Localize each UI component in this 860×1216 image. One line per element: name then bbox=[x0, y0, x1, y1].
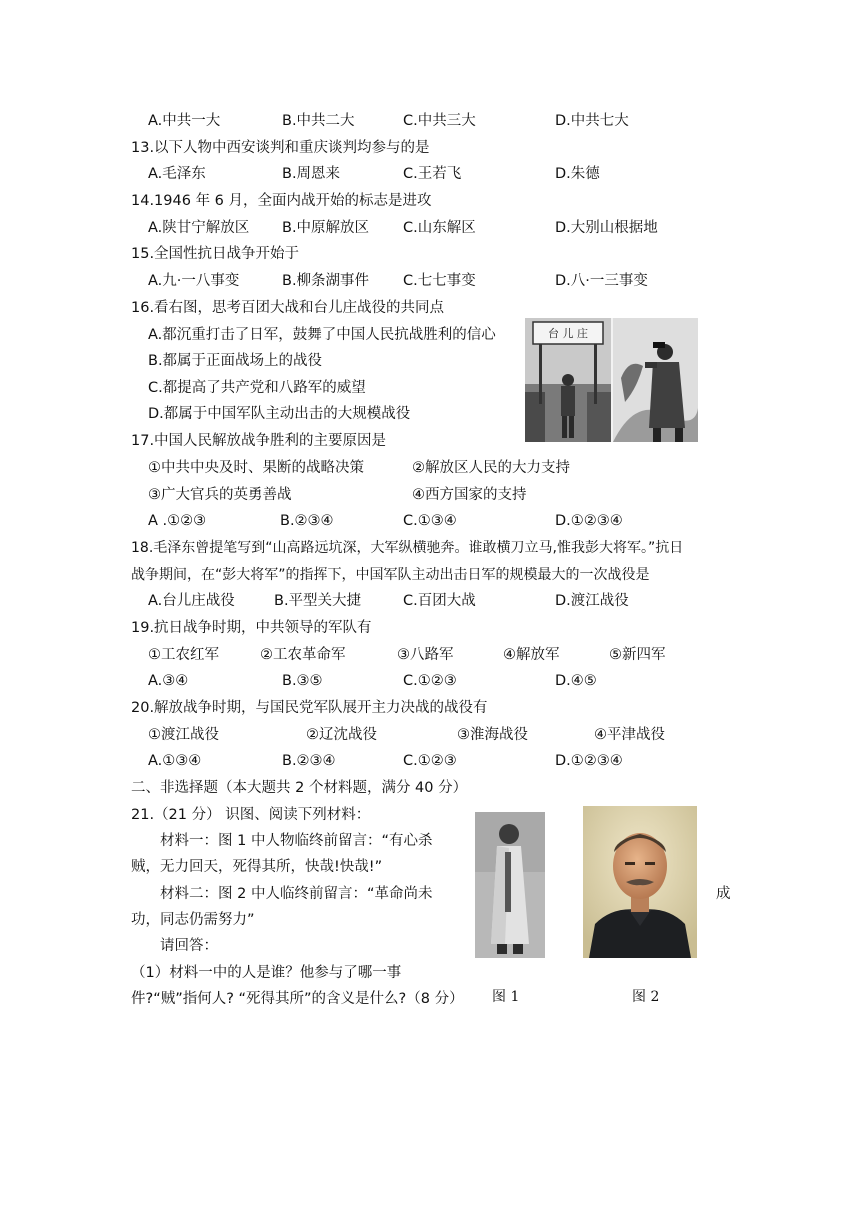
q14-stem: 14.1946 年 6 月，全面内战开始的标志是进攻 bbox=[131, 193, 432, 209]
q20-option-d: D.①②③④ bbox=[555, 753, 623, 769]
q16-option-b: B.都属于正面战场上的战役 bbox=[148, 353, 323, 369]
q17-item-4: ④西方国家的支持 bbox=[412, 487, 527, 503]
q13-option-c: C.王若飞 bbox=[403, 166, 462, 182]
q19-item-2: ②工农革命军 bbox=[260, 647, 346, 663]
q16-option-d: D.都属于中国军队主动出击的大规模战役 bbox=[148, 406, 411, 422]
q12-option-c: C.中共三大 bbox=[403, 113, 476, 129]
q21-material2-line2: 功，同志仍需努力” bbox=[131, 912, 255, 928]
q20-option-c: C.①②③ bbox=[403, 753, 457, 769]
q17-option-a: A .①②③ bbox=[148, 513, 207, 529]
q19-item-4: ④解放军 bbox=[503, 647, 560, 663]
q20-item-4: ④平津战役 bbox=[594, 727, 665, 743]
q18-stem-line2: 战争期间，在“彭大将军”的指挥下，中国军队主动出击日军的规模最大的一次战役是 bbox=[131, 567, 650, 583]
q15-option-d: D.八·一三事变 bbox=[555, 273, 648, 289]
taierzhuang-sign-text: 台 儿 庄 bbox=[548, 327, 588, 340]
q17-option-c: C.①③④ bbox=[403, 513, 457, 529]
q18-option-b: B.平型关大捷 bbox=[274, 593, 362, 609]
q14-option-d: D.大别山根据地 bbox=[555, 220, 658, 236]
q21-sub1-line2: 件?“贼”指何人? “死得其所”的含义是什么?（8 分） bbox=[131, 991, 464, 1007]
q21-ask: 请回答： bbox=[160, 938, 218, 954]
q19-item-1: ①工农红军 bbox=[148, 647, 219, 663]
q21-material1-line1: 材料一：图 1 中人物临终前留言：“有心杀 bbox=[160, 833, 433, 849]
q13-option-d: D.朱德 bbox=[555, 166, 600, 182]
q17-item-2: ②解放区人民的大力支持 bbox=[412, 460, 570, 476]
q16-option-a: A.都沉重打击了日军，鼓舞了中国人民抗战胜利的信心 bbox=[148, 327, 496, 343]
q20-stem: 20.解放战争时期，与国民党军队展开主力决战的战役有 bbox=[131, 700, 488, 716]
q15-option-a: A.九·一八事变 bbox=[148, 273, 240, 289]
q17-stem: 17.中国人民解放战争胜利的主要原因是 bbox=[131, 433, 387, 449]
q12-option-b: B.中共二大 bbox=[282, 113, 355, 129]
figure-1-caption: 图 1 bbox=[492, 989, 520, 1005]
q20-option-b: B.②③④ bbox=[282, 753, 336, 769]
q13-option-b: B.周恩来 bbox=[282, 166, 341, 182]
q21-material1-line2: 贼，无力回天，死得其所，快哉!快哉!” bbox=[131, 859, 383, 875]
q19-item-3: ③八路军 bbox=[397, 647, 454, 663]
q21-material2-tail: 成 bbox=[716, 886, 731, 902]
q16-battle-photo bbox=[525, 318, 698, 442]
q20-item-3: ③淮海战役 bbox=[457, 727, 528, 743]
figure-1-photo bbox=[475, 812, 545, 958]
figure-2-photo bbox=[583, 806, 697, 958]
q15-option-c: C.七七事变 bbox=[403, 273, 476, 289]
q12-option-d: D.中共七大 bbox=[555, 113, 629, 129]
q14-option-c: C.山东解区 bbox=[403, 220, 476, 236]
q16-option-c: C.都提高了共产党和八路军的威望 bbox=[148, 380, 366, 396]
q19-option-a: A.③④ bbox=[148, 673, 189, 689]
q17-item-1: ①中共中央及时、果断的战略决策 bbox=[148, 460, 364, 476]
q17-option-b: B.②③④ bbox=[280, 513, 334, 529]
q17-option-d: D.①②③④ bbox=[555, 513, 623, 529]
q18-stem-line1: 18.毛泽东曾提笔写到“山高路远坑深，大军纵横驰奔。谁敢横刀立马,惟我彭大将军。”抗日 bbox=[131, 540, 684, 556]
q14-option-a: A.陕甘宁解放区 bbox=[148, 220, 250, 236]
q19-item-5: ⑤新四军 bbox=[609, 647, 666, 663]
q19-option-b: B.③⑤ bbox=[282, 673, 323, 689]
q19-stem: 19.抗日战争时期，中共领导的军队有 bbox=[131, 620, 372, 636]
q21-sub1-line1: （1）材料一中的人是谁？他参与了哪一事 bbox=[131, 965, 402, 981]
q20-item-1: ①渡江战役 bbox=[148, 727, 219, 743]
q19-option-c: C.①②③ bbox=[403, 673, 457, 689]
q14-option-b: B.中原解放区 bbox=[282, 220, 370, 236]
q21-head: 21.（21 分） 识图、阅读下列材料： bbox=[131, 807, 371, 823]
q13-stem: 13.以下人物中西安谈判和重庆谈判均参与的是 bbox=[131, 140, 430, 156]
q18-option-d: D.渡江战役 bbox=[555, 593, 629, 609]
q15-option-b: B.柳条湖事件 bbox=[282, 273, 370, 289]
q13-option-a: A.毛泽东 bbox=[148, 166, 206, 182]
q20-item-2: ②辽沈战役 bbox=[306, 727, 377, 743]
q21-material2-line1: 材料二：图 2 中人临终前留言：“革命尚未 bbox=[160, 886, 433, 902]
q16-stem: 16.看右图，思考百团大战和台儿庄战役的共同点 bbox=[131, 300, 445, 316]
section-2-heading: 二、非选择题（本大题共 2 个材料题，满分 40 分） bbox=[131, 780, 468, 796]
q17-item-3: ③广大官兵的英勇善战 bbox=[148, 487, 292, 503]
q12-option-a: A.中共一大 bbox=[148, 113, 221, 129]
q18-option-a: A.台儿庄战役 bbox=[148, 593, 235, 609]
q15-stem: 15.全国性抗日战争开始于 bbox=[131, 246, 300, 262]
q18-option-c: C.百团大战 bbox=[403, 593, 476, 609]
q19-option-d: D.④⑤ bbox=[555, 673, 597, 689]
figure-2-caption: 图 2 bbox=[632, 989, 660, 1005]
q20-option-a: A.①③④ bbox=[148, 753, 202, 769]
